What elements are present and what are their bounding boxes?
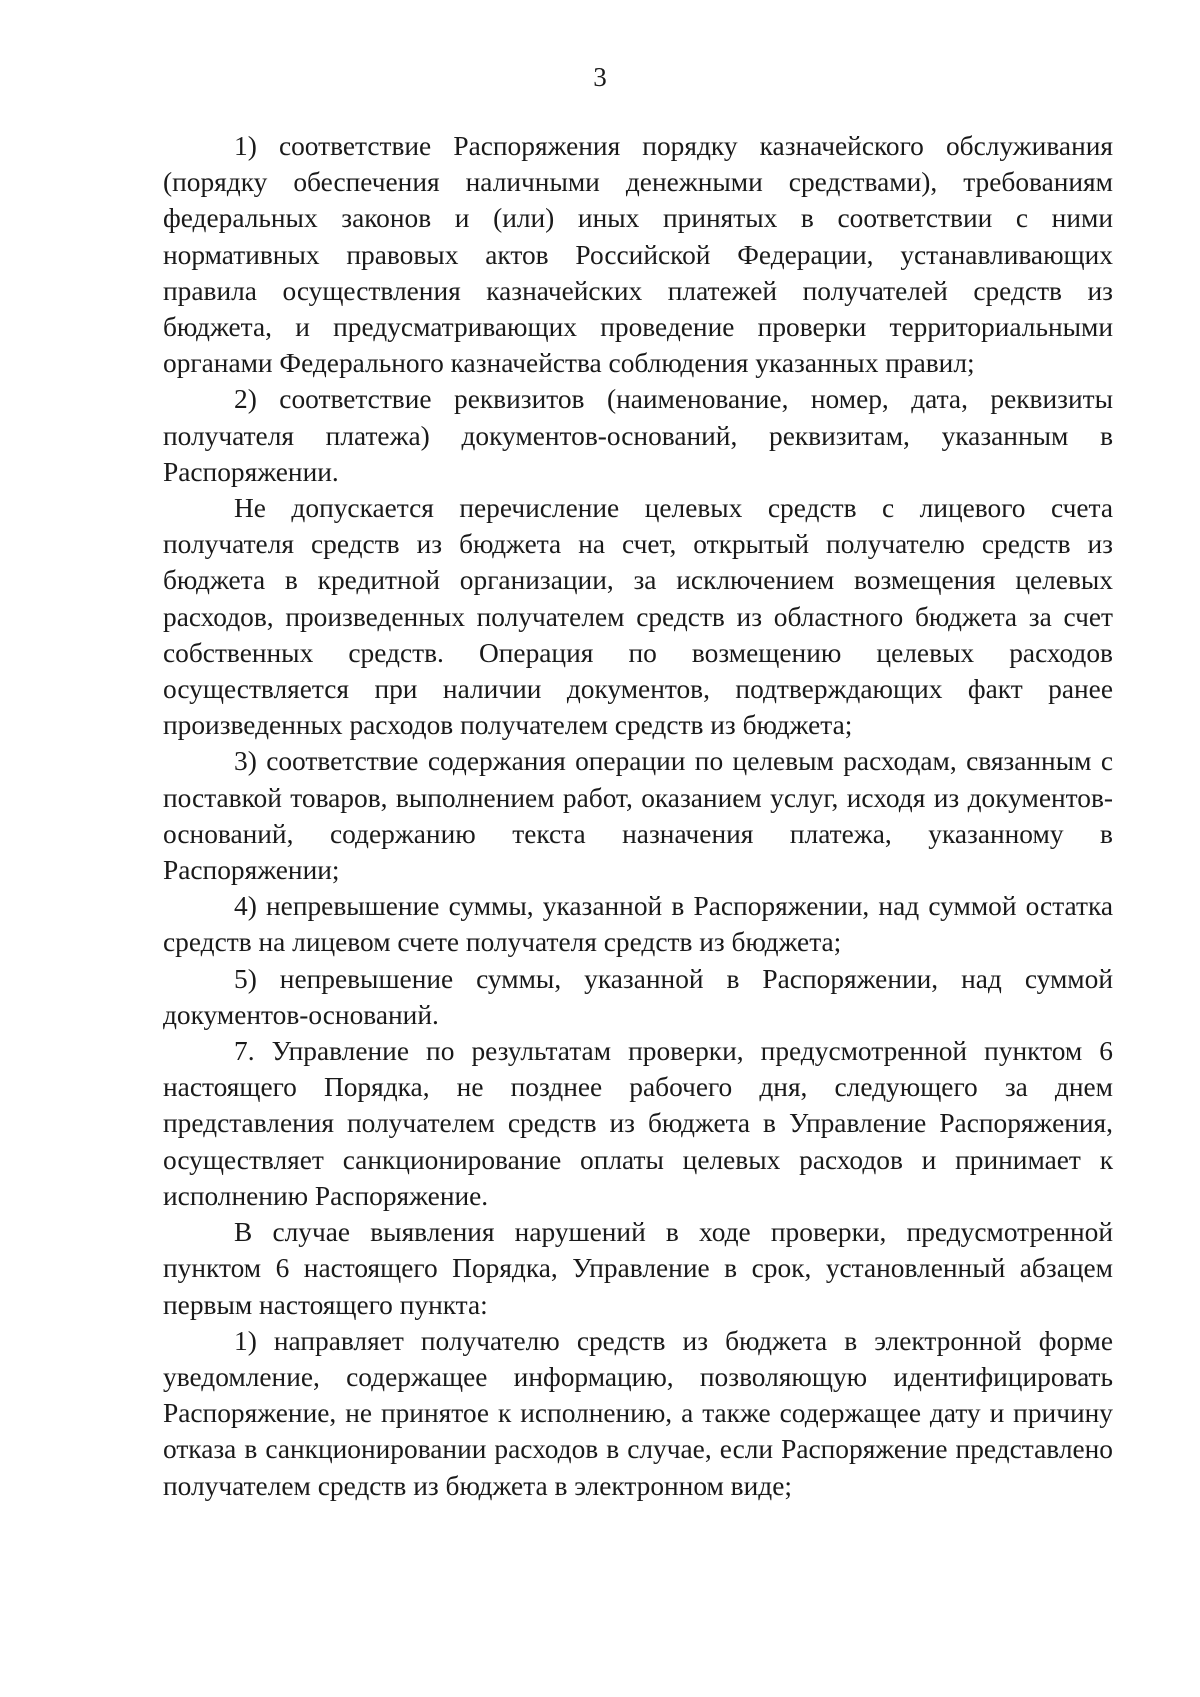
paragraph-item-5-documents-sum: 5) непревышение суммы, указанной в Распоряжении, над суммой документов-оснований. xyxy=(163,963,1113,1030)
paragraph-item-2-requisites: 2) соответствие реквизитов (наименование, номер, дата, реквизиты получателя платежа) документов-оснований, реквизитам, указанным в Распоряжении. xyxy=(163,384,1113,487)
page-number: 3 xyxy=(593,62,607,92)
paragraph-transfer-restriction: Не допускается перечисление целевых средств с лицевого счета получателя средств из бюджета на счет, открытый получателю средств из бюджета в кредитной организации, за исключением возмещения целевых расходов, произведенных получателем средств из областного бюджета за счет собственных средств. Операция по возмещению целевых расходов осуществляется при наличии документов, подтверждающих факт ранее произведенных расходов получателем средств из бюджета; xyxy=(163,493,1113,741)
document-body xyxy=(163,128,1113,1504)
paragraph-item-1-compliance-treasury: 1) соответствие Распоряжения порядку казначейского обслуживания (порядку обеспечения наличными денежными средствами), требованиям федеральных законов и (или) иных принятых в соответствии с ними нормативных правовых актов Российской Федерации, устанавливающих правила осуществления казначейских платежей получателей средств из бюджета, и предусматривающих проведение проверки территориальными органами Федерального казначейства соблюдения указанных правил; xyxy=(163,131,1113,379)
paragraph-item-4-balance: 4) непревышение суммы, указанной в Распоряжении, над суммой остатка средств на лицевом счете получателя средств из бюджета; xyxy=(163,891,1113,958)
paragraph-section-7: 7. Управление по результатам проверки, предусмотренной пунктом 6 настоящего Порядка, не позднее рабочего дня, следующего за днем представления получателем средств из бюджета в Управление Распоряжения, осуществляет санкционирование оплаты целевых расходов и принимает к исполнению Распоряжение. xyxy=(163,1036,1113,1211)
paragraph-violations: В случае выявления нарушений в ходе проверки, предусмотренной пунктом 6 настоящего Порядка, Управление в срок, установленный абзацем первым настоящего пункта: xyxy=(163,1217,1113,1320)
paragraph-item-3-operation-content: 3) соответствие содержания операции по целевым расходам, связанным с поставкой товаров, выполнением работ, оказанием услуг, исходя из документов-оснований, содержанию текста назначения платежа, указанному в Распоряжении; xyxy=(163,746,1113,886)
paragraph-notification: 1) направляет получателю средств из бюджета в электронной форме уведомление, содержащее информацию, позволяющую идентифицировать Распоряжение, не принятое к исполнению, а также содержащее дату и причину отказа в санкционировании расходов в случае, если Распоряжение представлено получателем средств из бюджета в электронном виде; xyxy=(163,1325,1113,1501)
